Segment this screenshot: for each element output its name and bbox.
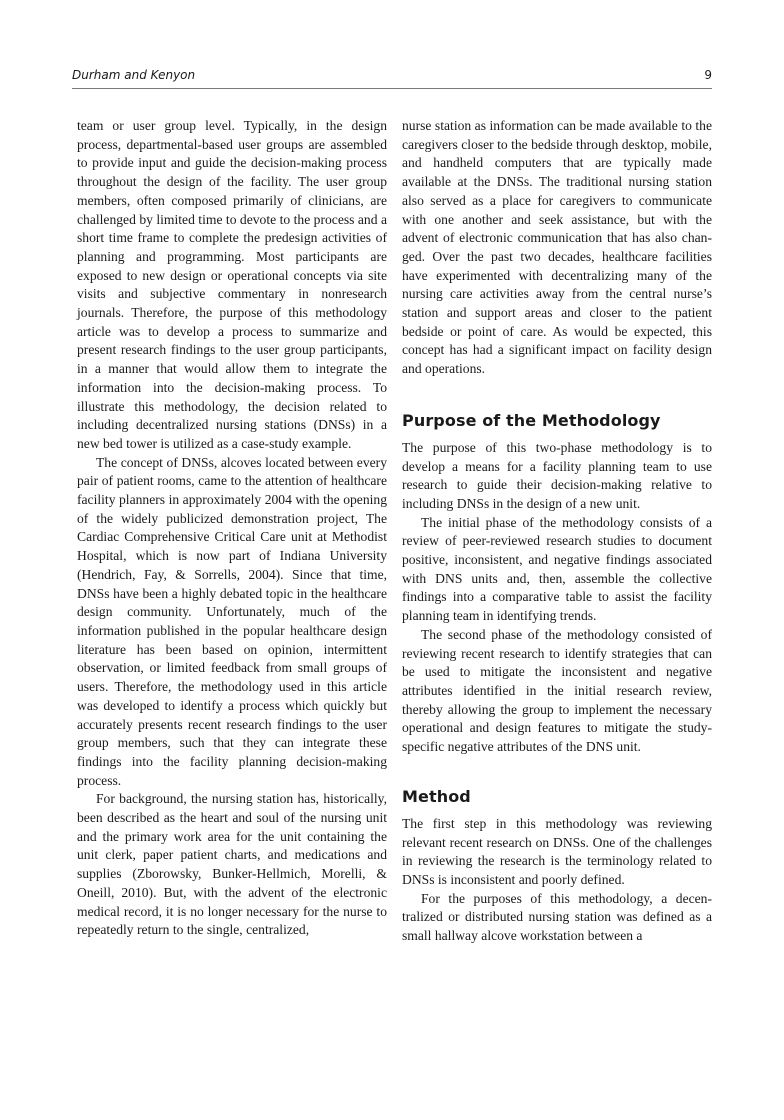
body-paragraph: For the purposes of this methodology, a decentralized or distributed nursing station was defined as a small hallway alcove workstation between a xyxy=(402,890,712,944)
body-paragraph: The purpose of this two-phase methodology is to develop a means for a facility planning team to use research to guide their decision-making relative to including DNSs in the design of a new unit. xyxy=(402,439,712,511)
page-number: 9 xyxy=(704,68,712,82)
section-heading-method: Method xyxy=(402,786,471,806)
body-paragraph: The second phase of the methodology consisted of reviewing recent research to identify strategies that can be used to mitigate the inconsistent and negative attributes identified in the initial research review, thereby allowing the group to implement the necessary operational and design features to mitigate the study-specific negative attributes of the DNS unit. xyxy=(402,626,712,755)
running-head-authors: Durham and Kenyon xyxy=(72,68,196,82)
section-heading-purpose: Purpose of the Methodology xyxy=(402,410,661,430)
body-paragraph: The first step in this methodology was reviewing relevant recent research on DNSs. One of the challenges in reviewing the research is the terminology related to DNSs is inconsistent and poorly defined. xyxy=(402,815,712,887)
body-paragraph: team or user group level. Typically, in the design process, departmental-based user groups are assembled to provide input and guide the decision-making process throughout the design of the facility. The user group members, often composed primarily of clinicians, are challenged by limited time to devote to the process and a short time frame to complete the predesign activities of planning and programming. Most participants are exposed to new design or operational concepts via site visits and subjective commentary in nonresearch journals. Therefore, the purpose of this methodology article was to develop a process to summarize and present research findings to the user group participants, in a manner that would allow them to integrate the information into the decision-making process. To illustrate this methodology, the decision related to including decentralized nursing stations (DNSs) in a new bed tower is utilized as a case-study example. xyxy=(77,118,387,451)
body-paragraph: The initial phase of the methodology consists of a review of peer-reviewed research studies to document positive, inconsistent, and negative findings associated with DNS units and, then, assemble the collective findings into a comparative table to assist the facility planning team in identifying trends. xyxy=(402,514,712,624)
left-column xyxy=(77,117,387,940)
body-paragraph: For background, the nursing station has, historically, been described as the heart and soul of the nursing unit and the primary work area for the unit containing the unit clerk, paper patient charts, and medications and supplies (Zborowsky, Bunker-Hellmich, Morelli, & Oneill, 2010). But, with the advent of the electronic medical record, it is no longer necessary for the nurse to repeatedly return to the single, centralized, xyxy=(77,791,387,938)
right-column xyxy=(402,117,712,946)
body-paragraph: The concept of DNSs, alcoves located between every pair of patient rooms, came to the attention of healthcare facility planners in approximately 2004 with the opening of the widely publicized demonstration project, The Cardiac Comprehensive Critical Care unit at Methodist Hospital, which is now part of Indiana University (Hendrich, Fay, & Sorrells, 2004). Since that time, DNSs have been a highly debated topic in the healthcare design community. Unfortunately, much of the information published in the popular healthcare design literature has been based on opinion, intermittent observation, or limited feedback from small groups of users. Therefore, the methodology used in this article was developed to identify a process which quickly but accurately presents recent research findings to the user group members, such that they can integrate these findings into the facility planning decision-making process. xyxy=(77,454,387,788)
running-head xyxy=(72,66,712,89)
body-paragraph: nurse station as information can be made available to the caregivers closer to the bedside through desktop, mobile, and handheld computers that are typically made available at the DNSs. The traditional nursing station also served as a place for caregivers to communicate with one another and seek assistance, but with the advent of electronic communication that has also changed. Over the past two decades, healthcare facilities have experimented with decentralizing many of the nursing care activities away from the central nurse’s station and support areas and closer to the patient bedside or point of care. As would be expected, this concept has had a significant impact on facility design and operations. xyxy=(402,118,712,377)
